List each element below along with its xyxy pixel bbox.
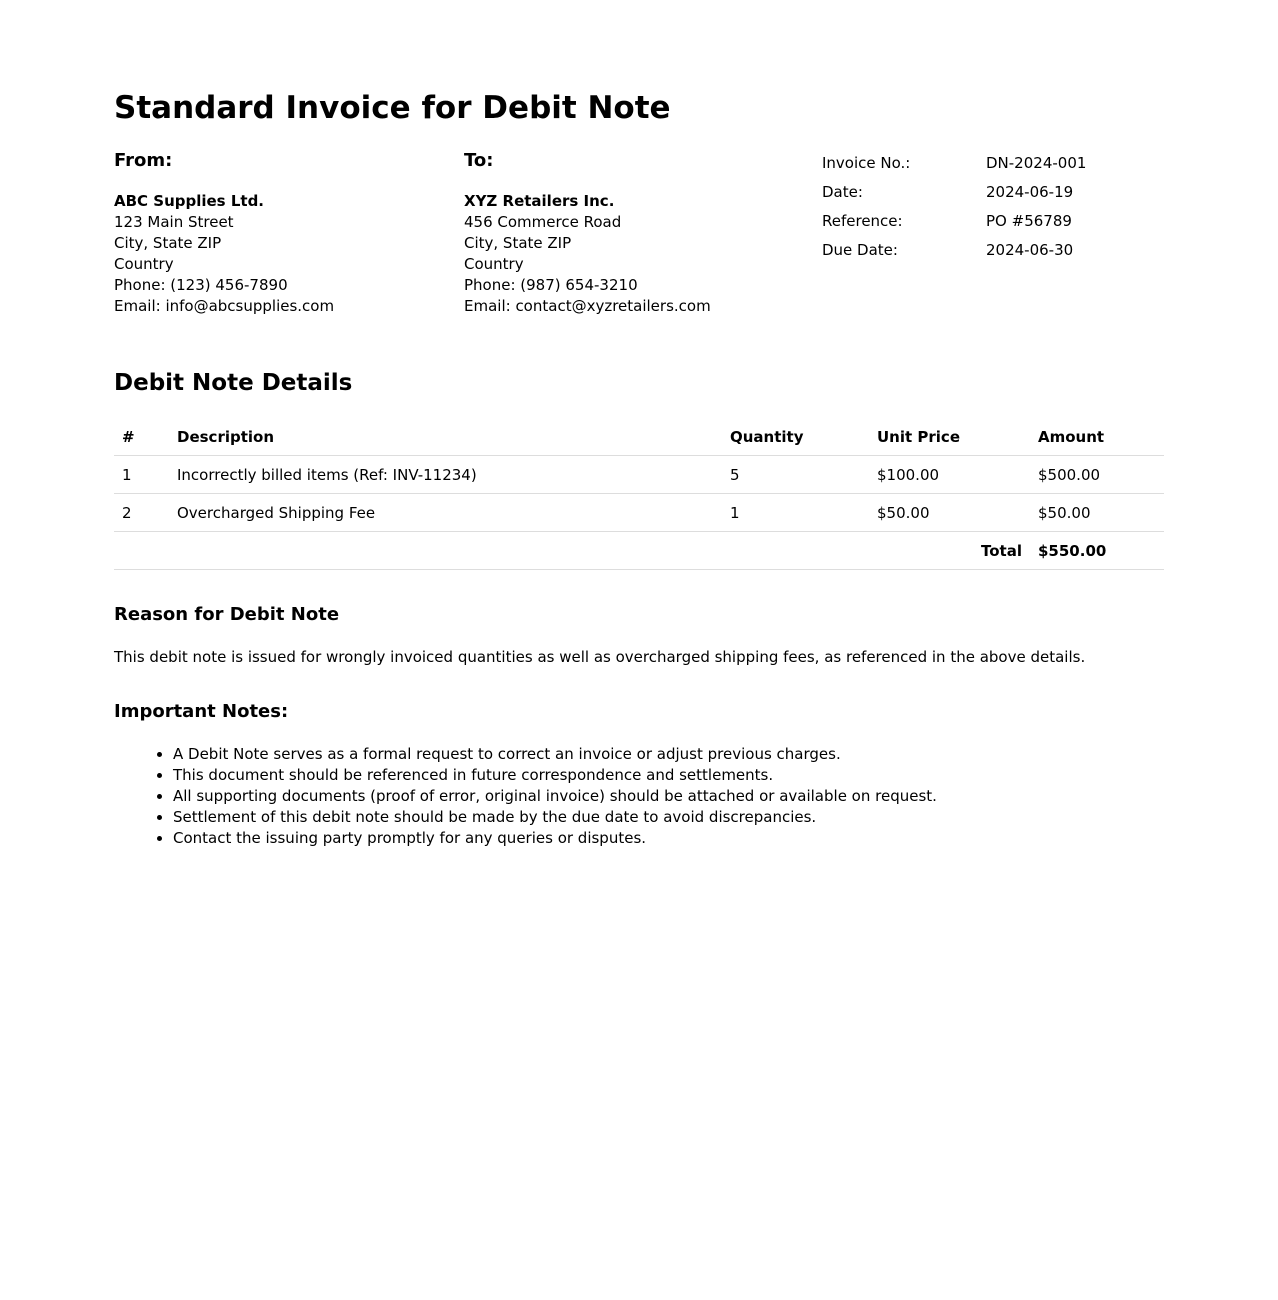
invoice-meta [822, 149, 1086, 265]
cell-description: Incorrectly billed items (Ref: INV-11234) [169, 456, 722, 494]
column-header-amount: Amount [1030, 418, 1164, 456]
meta-value: PO #56789 [986, 212, 1072, 230]
from-street: 123 Main Street [114, 213, 234, 231]
meta-row-reference [822, 207, 1086, 236]
meta-row-invoice-no [822, 149, 1086, 178]
meta-label: Date: [822, 183, 863, 201]
meta-value: 2024-06-19 [986, 183, 1074, 201]
total-label: Total [114, 532, 1030, 570]
reason-text: This debit note is issued for wrongly invoiced quantities as well as overcharged shipping fees, as referenced in the above details. [114, 648, 1086, 666]
meta-row-due-date [822, 236, 1086, 265]
meta-label: Due Date: [822, 241, 898, 259]
table-header-row [114, 418, 1164, 456]
to-street: 456 Commerce Road [464, 213, 622, 231]
page-title: Standard Invoice for Debit Note [114, 90, 671, 126]
to-city: City, State ZIP [464, 234, 572, 252]
table-row [114, 494, 1164, 532]
to-email: Email: contact@xyzretailers.com [464, 297, 711, 315]
cell-quantity: 5 [722, 456, 869, 494]
to-phone: Phone: (987) 654-3210 [464, 276, 638, 294]
from-heading: From: [114, 150, 173, 171]
cell-unit-price: $100.00 [869, 456, 1030, 494]
to-country: Country [464, 255, 524, 273]
list-item: • All supporting documents (proof of error, original invoice) should be attached or available on request. [173, 786, 937, 807]
meta-label: Invoice No.: [822, 154, 911, 172]
notes-list [114, 744, 937, 849]
column-header-quantity: Quantity [722, 418, 869, 456]
meta-value: DN-2024-001 [986, 154, 1087, 172]
table-row [114, 456, 1164, 494]
list-item: • Settlement of this debit note should be made by the due date to avoid discrepancies. [173, 807, 937, 828]
meta-label: Reference: [822, 212, 903, 230]
list-item: • This document should be referenced in future correspondence and settlements. [173, 765, 937, 786]
from-phone: Phone: (123) 456-7890 [114, 276, 288, 294]
cell-description: Overcharged Shipping Fee [169, 494, 722, 532]
meta-row-date [822, 178, 1086, 207]
from-country: Country [114, 255, 174, 273]
column-header-number: # [114, 418, 169, 456]
meta-value: 2024-06-30 [986, 241, 1074, 259]
total-row [114, 532, 1164, 570]
cell-number: 1 [114, 456, 169, 494]
column-header-description: Description [169, 418, 722, 456]
cell-number: 2 [114, 494, 169, 532]
from-email: Email: info@abcsupplies.com [114, 297, 335, 315]
from-company-name: ABC Supplies Ltd. [114, 192, 264, 210]
column-header-unit-price: Unit Price [869, 418, 1030, 456]
from-block [114, 150, 334, 317]
reason-heading: Reason for Debit Note [114, 604, 340, 625]
to-company-name: XYZ Retailers Inc. [464, 192, 615, 210]
total-value: $550.00 [1030, 532, 1164, 570]
cell-unit-price: $50.00 [869, 494, 1030, 532]
details-heading: Debit Note Details [114, 370, 353, 396]
cell-quantity: 1 [722, 494, 869, 532]
to-heading: To: [464, 150, 494, 171]
from-city: City, State ZIP [114, 234, 222, 252]
notes-heading: Important Notes: [114, 701, 289, 722]
cell-amount: $500.00 [1030, 456, 1164, 494]
list-item: • A Debit Note serves as a formal request to correct an invoice or adjust previous charges. [173, 744, 937, 765]
to-block [464, 150, 711, 317]
list-item: • Contact the issuing party promptly for any queries or disputes. [173, 828, 937, 849]
cell-amount: $50.00 [1030, 494, 1164, 532]
line-items-table [114, 418, 1164, 570]
